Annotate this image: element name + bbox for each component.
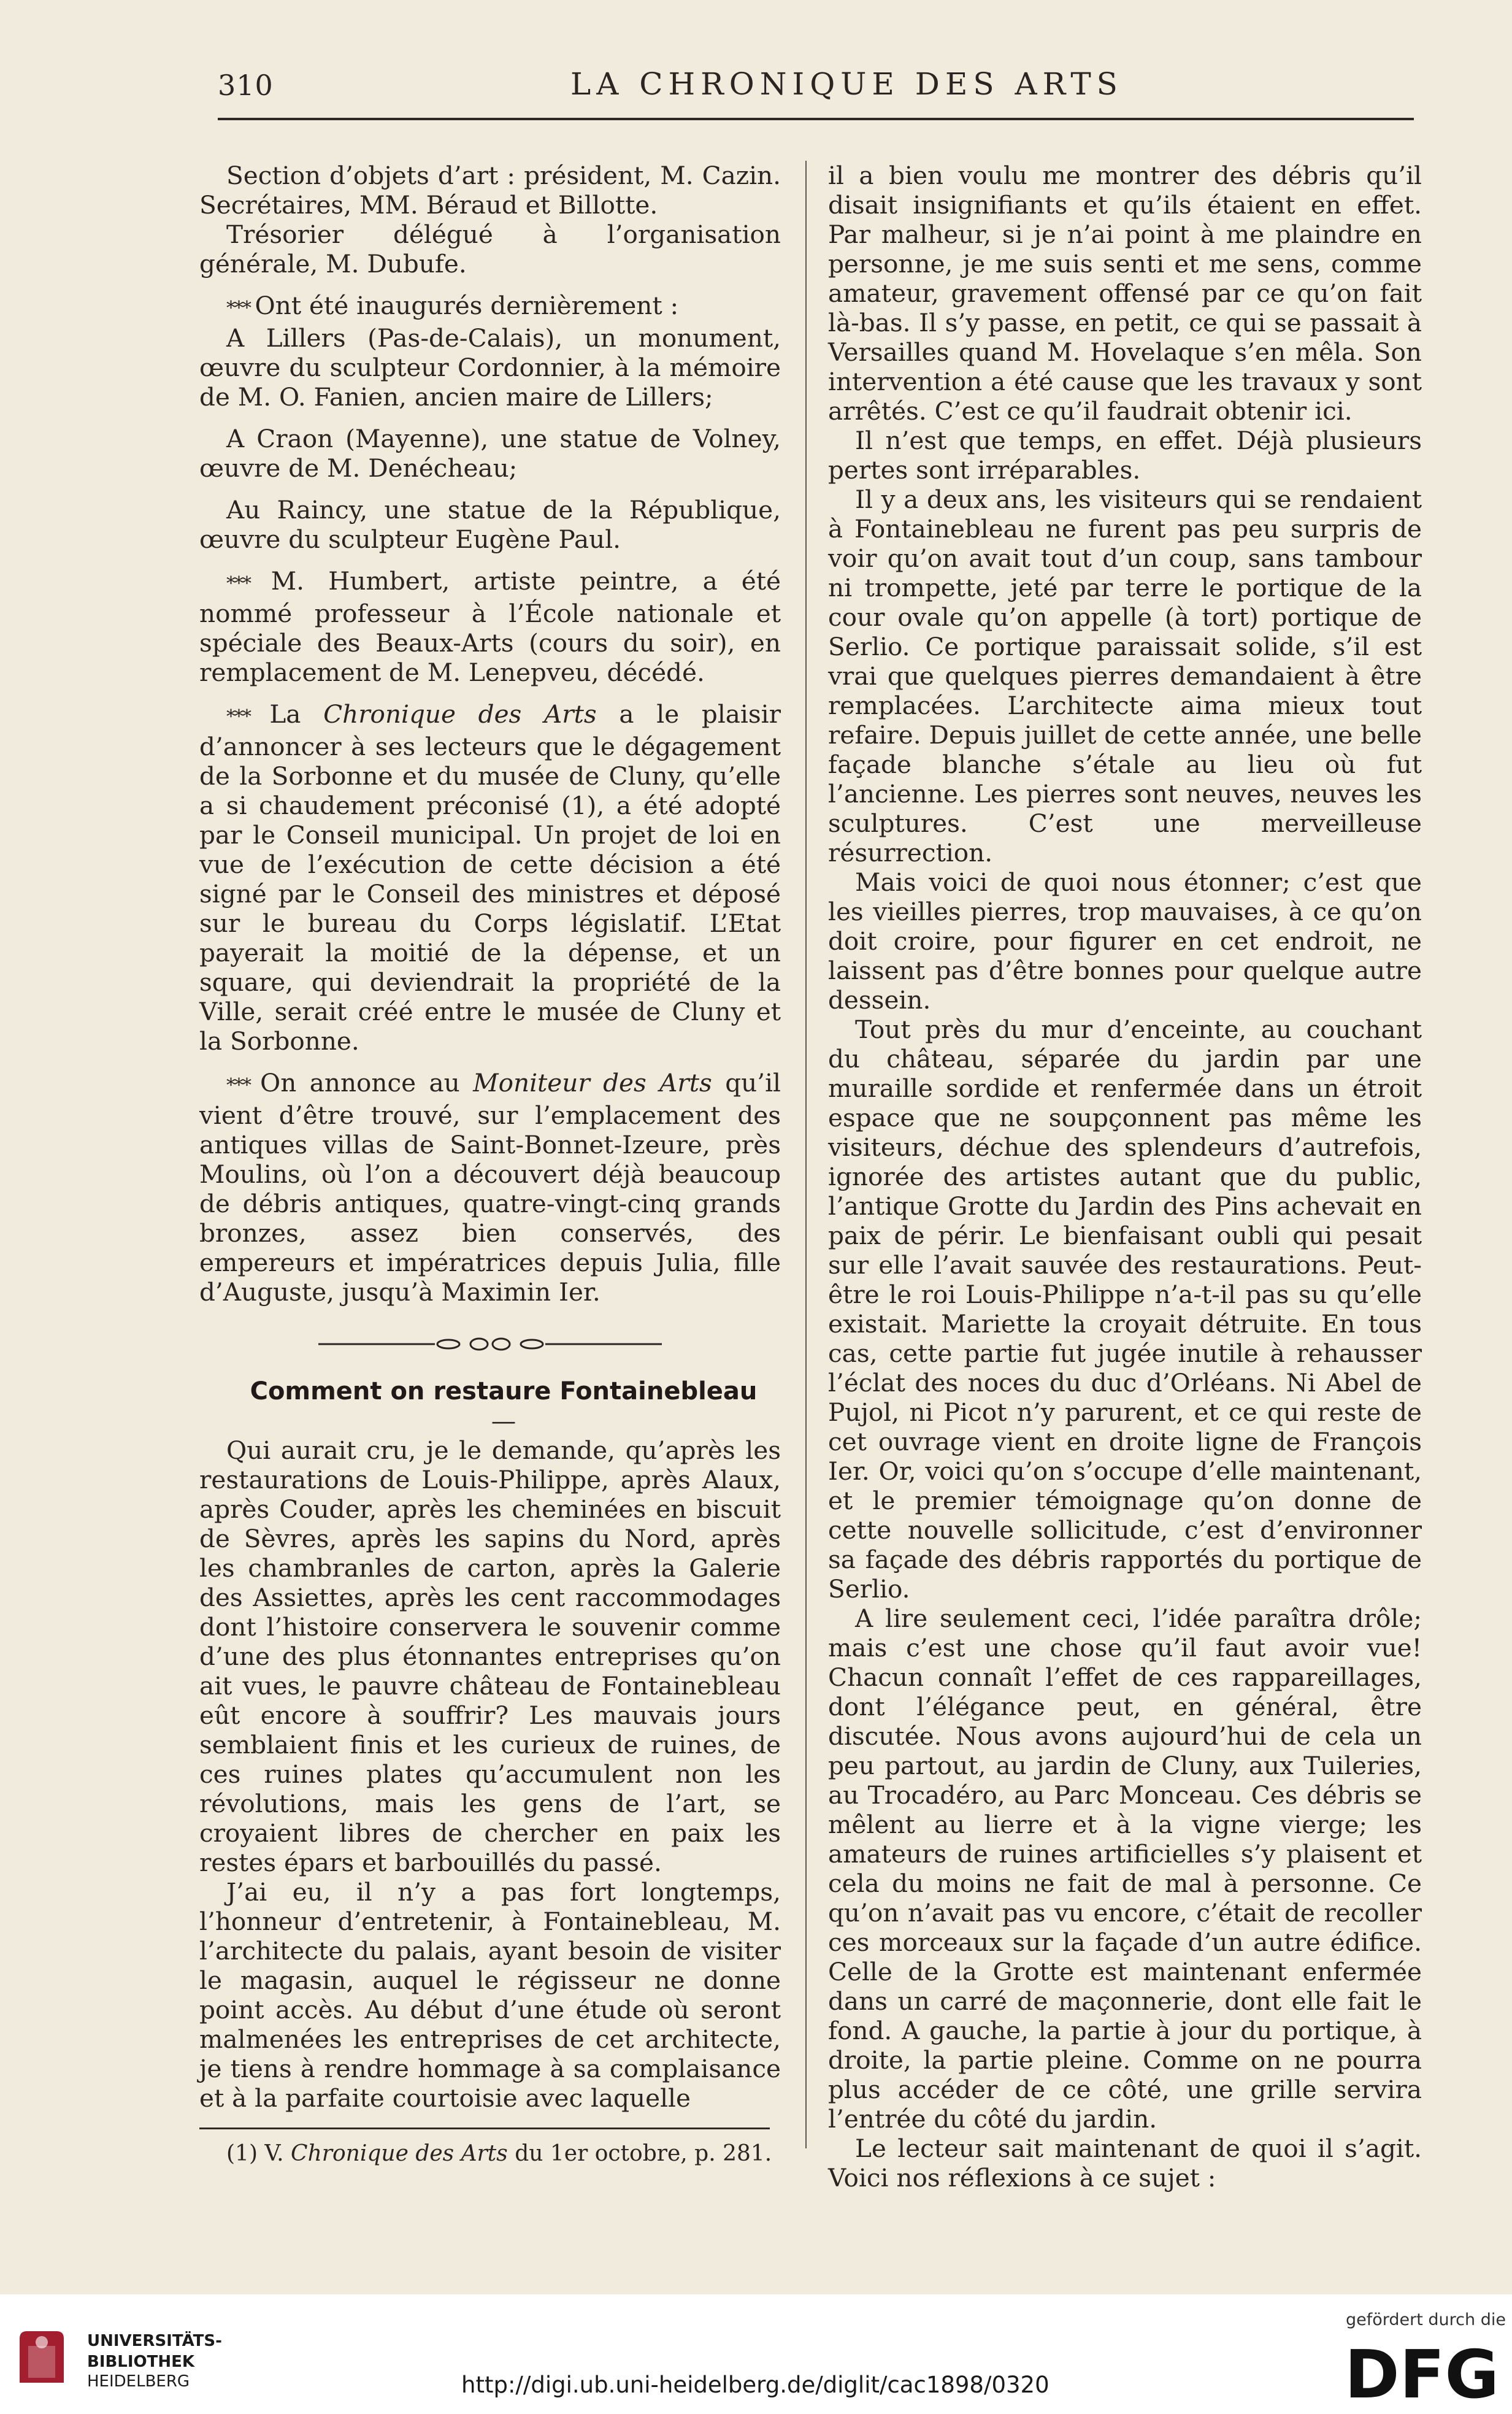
paragraph: Tout près du mur d’enceinte, au couchant du château, séparée du jardin par une muraille sordide et renfermée dans un étroit espace que ne soupçonnent pas même les visiteurs, déchue des splendeurs d’autrefois, ignorée des artistes autant que du public, l’antique Grotte du Jardin des Pins achevait en paix de périr. Le bienfaisant oubli qui pesait sur elle l’avait sauvée des restaurations. Peut-être le roi Louis-Philippe n’a-t-il pas su qu’elle existait. Mariette la croyait détruite. En tous cas, cette partie fut jugée inutile à rehausser l’éclat des noces du duc d’Orléans. Ni Abel de Pujol, ni Picot n’y parurent, et ce qui reste de cet ouvrage vient en droite ligne de François Ier. Or, voici qu’on s’occupe d’elle maintenant, et le premier témoignage qu’on donne de cette nouvelle sollicitude, c’est d’environner sa façade des débris rapportés du portique de Serlio. (828, 1015, 1422, 1604)
footnote: (1) V. Chronique des Arts du 1er octobre, p. 281. (226, 2141, 772, 2166)
paragraph: A Lillers (Pas-de-Calais), un monument, œuvre du sculpteur Cordonnier, à la mémoire de M. O. Fanien, ancien maire de Lillers; (199, 323, 781, 412)
library-line-1: UNIVERSITÄTS- (87, 2332, 222, 2350)
paragraph: Mais voici de quoi nous étonner; c’est que les vieilles pierres, trop mauvaises, à ce qu’on doit croire, pour figurer en cet endroit, ne laissent pas d’être bonnes pour quelque autre dessein. (828, 867, 1422, 1015)
paragraph: J’ai eu, il n’y a pas fort longtemps, l’honneur d’entretenir, à Fontainebleau, M. l’architecte du palais, ayant besoin de visiter le magasin, auquel le régisseur ne donne point accès. Au début d’une étude où seront malmenées les entreprises de cet architecte, je tiens à rendre hommage à sa complaisance et à la parfaite courtoisie avec laquelle (199, 1877, 781, 2113)
paragraph: Section d’objets d’art : président, M. Cazin. Secrétaires, MM. Béraud et Billotte. (199, 161, 781, 220)
section-title: Comment on restaure Fontainebleau (250, 1377, 758, 1405)
paragraph: Au Raincy, une statue de la République, œuvre du sculpteur Eugène Paul. (199, 495, 781, 554)
asterism: *** (226, 1075, 261, 1096)
column-divider (805, 161, 807, 2148)
dfg-logo (1337, 2308, 1503, 2406)
title-dash: — (491, 1406, 516, 1436)
asterism: *** (226, 573, 271, 594)
news-item: *** Ont été inaugurés dernièrement : (226, 291, 679, 320)
paragraph: Il n’est que temps, en effet. Déjà plusieurs pertes sont irréparables. (828, 426, 1422, 485)
asterism: *** (226, 298, 255, 319)
left-column (199, 161, 781, 2167)
footnote-rule (199, 2128, 770, 2129)
running-head: LA CHRONIQUE DES ARTS (570, 66, 1123, 102)
paragraph: Trésorier délégué à l’organisation générale, M. Dubufe. (199, 220, 781, 279)
paragraph: Le lecteur sait maintenant de quoi il s’agit. Voici nos réflexions à ce sujet : (828, 2134, 1422, 2193)
right-column (828, 161, 1422, 2193)
library-line-2: BIBLIOTHEK (87, 2353, 195, 2371)
dfg-logo-text: DFG (1345, 2337, 1500, 2406)
source-url-link[interactable]: http://digi.ub.uni-heidelberg.de/diglit/cac1898/0320 (461, 2372, 1050, 2398)
paragraph: A Craon (Mayenne), une statue de Volney, œuvre de M. Denécheau; (199, 424, 781, 483)
page-number: 310 (218, 69, 274, 102)
paragraph: A lire seulement ceci, l’idée paraîtra drôle; mais c’est une chose qu’il faut avoir vue! Chacun connaît l’effet de ces rappareillages, dont l’élégance peut, en général, être discutée. Nous avons aujourd’hui de cela un peu partout, au jardin de Cluny, aux Tuileries, au Trocadéro, au Parc Monceau. Ces débris se mêlent au lierre et à la vigne vierge; les amateurs de ruines artificielles s’y plaisent et cela du moins ne fait de mal à personne. Ce qu’on n’avait pas vu encore, c’était de recoller ces morceaux sur la façade d’un autre édifice. Celle de la Grotte est maintenant enfermée dans un carré de maçonnerie, dont elle fait le fond. A gauche, la partie à jour du portique, à droite, la partie pleine. Comme on ne pourra plus accéder de ce côté, une grille servira l’entrée du côté du jardin. (828, 1604, 1422, 2134)
news-item: *** On annonce au Moniteur des Arts qu’il vient d’être trouvé, sur l’emplacement des antiques villas de Saint-Bonnet-Izeure, près Moulins, où l’on a découvert déjà beaucoup de débris antiques, quatre-vingt-cinq grands bronzes, assez bien conservés, des empereurs et impératrices depuis Julia, fille d’Auguste, jusqu’à Maximin Ier. (199, 1068, 781, 1307)
news-item: *** La Chronique des Arts a le plaisir d’annoncer à ses lecteurs que le dégagement de la Sorbonne et du musée de Cluny, qu’elle a si chaudement préconisé (1), a été adopté par le Conseil municipal. Un projet de loi en vue de l’exécution de cette décision a été signé par le Conseil des ministres et déposé sur le bureau du Corps législatif. L’Etat payerait la moitié de la dépense, et un square, qui deviendrait la propriété de la Ville, serait créé entre le musée de Cluny et la Sorbonne. (199, 699, 781, 1056)
asterism: *** (226, 706, 270, 728)
paragraph: il a bien voulu me montrer des débris qu’il disait insignifiants et qu’ils étaient en effet. Par malheur, si je n’ai point à me plaindre en personne, je me suis senti et me sens, comme amateur, gravement offensé par ce qu’on fait là-bas. Il s’y passe, en petit, ce qui se passait à Versailles quand M. Hovelaque s’en mêla. Son intervention a été cause que les travaux y sont arrêtés. C’est ce qu’il faudrait obtenir ici. (828, 161, 1422, 426)
header-rule (218, 118, 1414, 120)
section-ornament (318, 1334, 662, 1355)
library-line-3: HEIDELBERG (87, 2372, 190, 2391)
news-item: *** M. Humbert, artiste peintre, a été nommé professeur à l’École nationale et spéciale des Beaux-Arts (cours du soir), en remplacement de M. Lenepveu, décédé. (199, 566, 781, 687)
funding-caption: gefördert durch die (1346, 2310, 1506, 2329)
university-library-logo (15, 2319, 248, 2393)
paragraph: Qui aurait cru, je le demande, qu’après les restaurations de Louis-Philippe, après Alaux, après Couder, après les cheminées en biscuit de Sèvres, après les sapins du Nord, après les chambranles de carton, après la Galerie des Assiettes, après les cent raccommodages dont l’histoire conservera le souvenir comme d’une des plus étonnantes entreprises qu’on ait vues, le pauvre château de Fontainebleau eût encore à souffrir? Les mauvais jours semblaient finis et les curieux de ruines, de ces ruines plates qu’accumulent non les révolutions, mais les gens de l’art, se croyaient libres de chercher en paix les restes épars et barbouillés du passé. (199, 1436, 781, 1877)
paragraph: Il y a deux ans, les visiteurs qui se rendaient à Fontainebleau ne furent pas peu surpris de voir qu’on avait tout d’un coup, sans tambour ni trompette, jeté par terre le portique de la cour ovale qu’on appelle (à tort) portique de Serlio. Ce portique paraissait solide, s’il est vrai que quelques pierres demandaient à être remplacées. L’architecte aima mieux tout refaire. Depuis juillet de cette année, une belle façade blanche s’étale au lieu où fut l’ancienne. Les pierres sont neuves, neuves les sculptures. C’est une merveilleuse résurrection. (828, 485, 1422, 867)
